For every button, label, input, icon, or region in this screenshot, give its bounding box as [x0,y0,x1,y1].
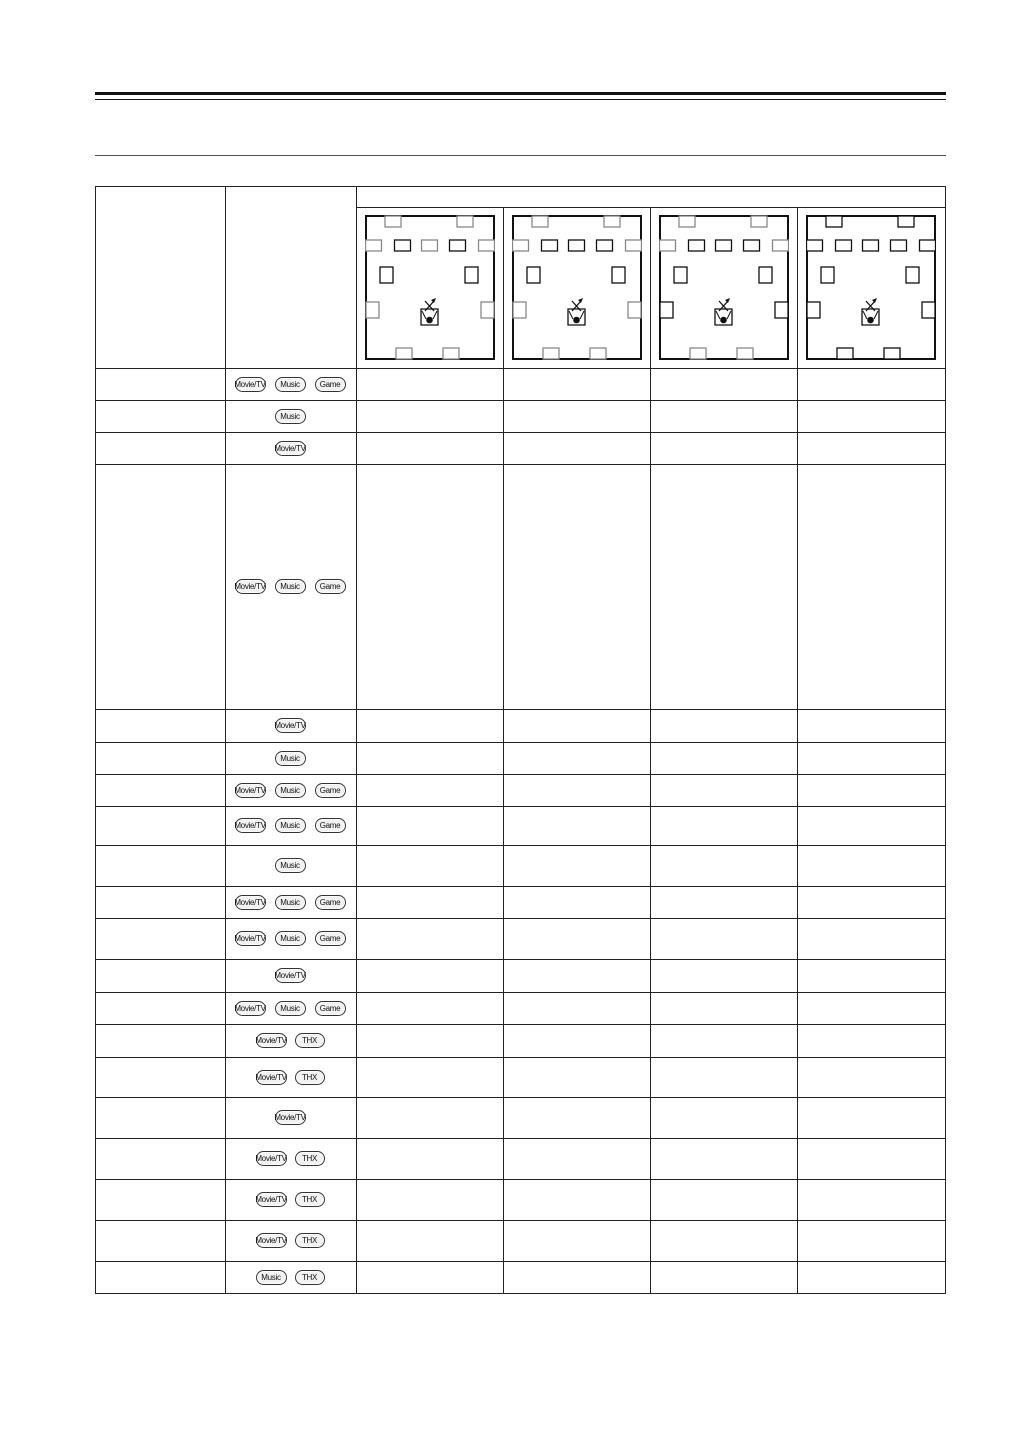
listening-mode-table [95,186,946,1294]
row-divider-15 [95,1057,946,1058]
front-high-speaker [898,216,914,227]
music-button[interactable]: Music [256,1270,287,1285]
room-outline [513,216,641,359]
surround-back-speaker [481,302,494,318]
layout-2-diagram [512,215,642,360]
row-divider-20 [95,1261,946,1262]
mode-button-group [225,1192,355,1208]
layout-3-diagram [659,215,789,360]
surround-back-speaker [513,302,526,318]
mode-button-group [225,968,355,984]
thx-button[interactable]: THX [295,1070,325,1085]
front-speaker [626,240,642,251]
music-button[interactable]: Music [275,377,306,392]
music-button[interactable]: Music [275,895,306,910]
surround-speaker [906,267,919,283]
thx-button[interactable]: THX [295,1151,325,1166]
header-rule-thick [95,92,946,95]
surround-speaker [821,267,834,283]
row-divider-6 [95,742,946,743]
front-speaker [479,240,495,251]
front-high-speaker [679,216,695,227]
mode-button-group [225,782,355,798]
mode-button-group [225,931,355,947]
game-button[interactable]: Game [315,1001,346,1016]
movie-tv-button[interactable]: Movie/TV [256,1151,287,1166]
mode-button-group [225,1151,355,1167]
movie-tv-button[interactable]: Movie/TV [235,579,266,594]
movie-tv-button[interactable]: Movie/TV [275,968,306,983]
front-speaker [597,240,613,251]
music-button[interactable]: Music [275,751,306,766]
room-outline [660,216,788,359]
surround-speaker [527,267,540,283]
row-divider-18 [95,1179,946,1180]
col-divider-4 [650,207,651,1294]
movie-tv-button[interactable]: Movie/TV [235,783,266,798]
movie-tv-button[interactable]: Movie/TV [235,895,266,910]
movie-tv-button[interactable]: Movie/TV [256,1033,287,1048]
front-speaker [422,240,438,251]
game-button[interactable]: Game [315,818,346,833]
surround-back-speaker [366,302,379,318]
front-speaker [395,240,411,251]
rear-speaker [443,348,459,359]
room-outline [366,216,494,359]
movie-tv-button[interactable]: Movie/TV [275,441,306,456]
music-button[interactable]: Music [275,858,306,873]
movie-tv-button[interactable]: Movie/TV [275,1110,306,1125]
row-divider-2 [95,400,946,401]
thx-button[interactable]: THX [295,1033,325,1048]
music-button[interactable]: Music [275,818,306,833]
rear-speaker [543,348,559,359]
rear-speaker [590,348,606,359]
surround-speaker [380,267,393,283]
movie-tv-button[interactable]: Movie/TV [235,818,266,833]
game-button[interactable]: Game [315,931,346,946]
thx-button[interactable]: THX [295,1270,325,1285]
col-divider-1 [225,186,226,1294]
mode-button-group [225,408,355,424]
music-button[interactable]: Music [275,1001,306,1016]
mode-button-group [225,1000,355,1016]
col-divider-3 [503,207,504,1294]
header-rule-thin [95,99,946,100]
front-speaker [513,240,529,251]
front-speaker [773,240,789,251]
surround-back-speaker [628,302,641,318]
movie-tv-button[interactable]: Movie/TV [235,931,266,946]
row-divider-14 [95,1024,946,1025]
row-divider-11 [95,918,946,919]
front-high-speaker [385,216,401,227]
mode-button-group [225,1270,355,1286]
front-high-speaker [604,216,620,227]
row-divider-1 [95,368,946,369]
front-speaker [836,240,852,251]
mode-button-group [225,1110,355,1126]
rear-speaker [837,348,853,359]
front-high-speaker [826,216,842,227]
front-speaker [716,240,732,251]
mode-button-group [225,894,355,910]
row-divider-17 [95,1138,946,1139]
layout-4-diagram [806,215,936,360]
mode-button-group [225,376,355,392]
music-button[interactable]: Music [275,931,306,946]
row-divider-9 [95,845,946,846]
front-speaker [689,240,705,251]
row-divider-5 [95,709,946,710]
rear-speaker [884,348,900,359]
front-speaker [569,240,585,251]
surround-back-speaker [660,302,673,318]
row-divider-12 [95,959,946,960]
row-divider-7 [95,774,946,775]
game-button[interactable]: Game [315,377,346,392]
rear-speaker [690,348,706,359]
mode-button-group [225,1069,355,1085]
row-divider-3 [95,432,946,433]
mode-button-group [225,1233,355,1249]
section-rule [95,155,946,156]
mode-button-group [225,440,355,456]
row-divider-8 [95,806,946,807]
thx-button[interactable]: THX [295,1192,325,1207]
surround-speaker [465,267,478,283]
col-divider-2 [356,186,357,1294]
row-divider-4 [95,464,946,465]
row-divider-10 [95,886,946,887]
surround-back-speaker [775,302,788,318]
front-speaker [744,240,760,251]
surround-back-speaker [807,302,820,318]
thx-button[interactable]: THX [295,1233,325,1248]
front-speaker [542,240,558,251]
movie-tv-button[interactable]: Movie/TV [256,1192,287,1207]
row-divider-16 [95,1097,946,1098]
layout-1-diagram [365,215,495,360]
movie-tv-button[interactable]: Movie/TV [256,1233,287,1248]
front-high-speaker [751,216,767,227]
front-speaker [891,240,907,251]
game-button[interactable]: Game [315,895,346,910]
movie-tv-button[interactable]: Movie/TV [235,377,266,392]
front-speaker [807,240,823,251]
front-speaker [920,240,936,251]
mode-button-group [225,1033,355,1049]
surround-back-speaker [922,302,935,318]
front-high-speaker [457,216,473,227]
music-button[interactable]: Music [275,579,306,594]
front-speaker [366,240,382,251]
movie-tv-button[interactable]: Movie/TV [235,1001,266,1016]
header-divider [356,207,946,208]
mode-button-group [225,750,355,766]
front-high-speaker [532,216,548,227]
front-speaker [450,240,466,251]
mode-button-group [225,718,355,734]
row-divider-13 [95,992,946,993]
mode-button-group [225,579,355,595]
surround-speaker [674,267,687,283]
row-divider-19 [95,1220,946,1221]
mode-button-group [225,818,355,834]
rear-speaker [396,348,412,359]
movie-tv-button[interactable]: Movie/TV [275,718,306,733]
game-button[interactable]: Game [315,783,346,798]
front-speaker [660,240,676,251]
front-speaker [863,240,879,251]
rear-speaker [737,348,753,359]
music-button[interactable]: Music [275,783,306,798]
mode-button-group [225,858,355,874]
movie-tv-button[interactable]: Movie/TV [256,1070,287,1085]
room-outline [807,216,935,359]
surround-speaker [612,267,625,283]
surround-speaker [759,267,772,283]
col-divider-5 [797,207,798,1294]
game-button[interactable]: Game [315,579,346,594]
music-button[interactable]: Music [275,409,306,424]
